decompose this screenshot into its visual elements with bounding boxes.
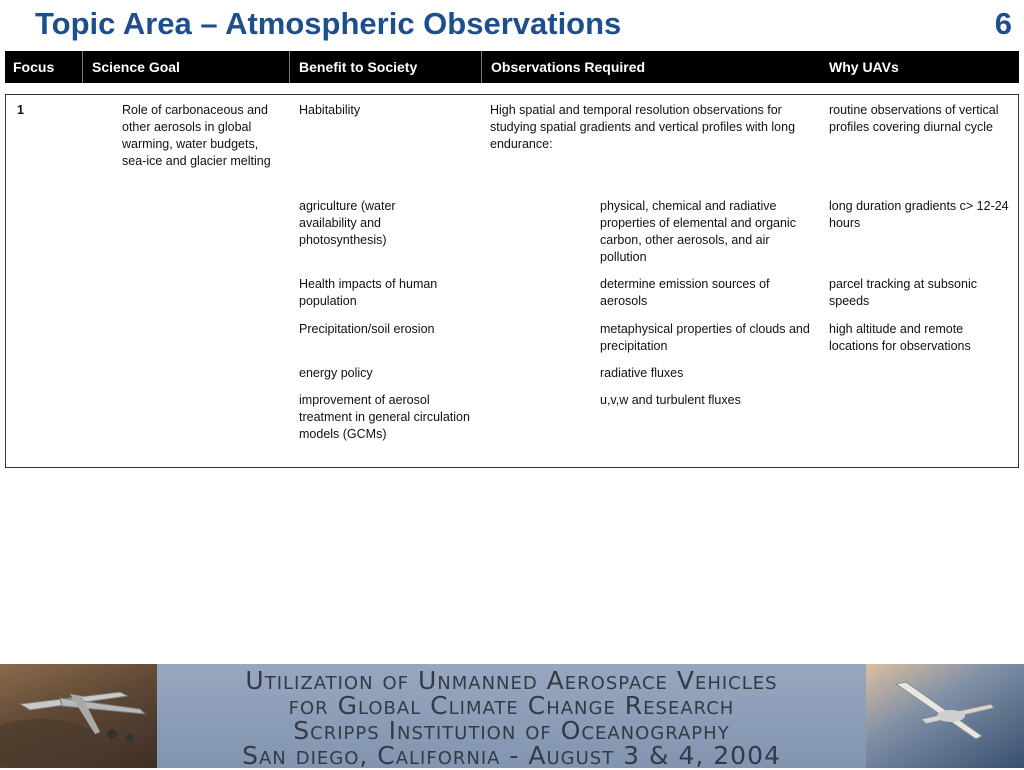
header-science-goal: Science Goal xyxy=(92,59,180,75)
uav-photo-right xyxy=(866,664,1024,768)
observation-item: determine emission sources of aerosols xyxy=(600,277,770,308)
uav-aircraft-icon xyxy=(866,664,1024,768)
why-uav-item: parcel tracking at subsonic speeds xyxy=(829,277,977,308)
header-focus: Focus xyxy=(13,59,55,75)
table-header xyxy=(5,51,1019,83)
banner-line: for Global Climate Change Research xyxy=(288,691,735,720)
benefit-item: Health impacts of human population xyxy=(299,277,438,308)
observation-item: radiative fluxes xyxy=(600,366,684,380)
why-uav-item: routine observations of vertical profiles covering diurnal cycle xyxy=(829,103,999,134)
header-why-uavs: Why UAVs xyxy=(829,59,899,75)
banner-line: San diego, California - August 3 & 4, 2004 xyxy=(242,741,781,770)
slide-title: Topic Area – Atmospheric Observations xyxy=(35,6,622,41)
why-uav-item: high altitude and remote locations for observations xyxy=(829,322,971,353)
uav-aircraft-icon xyxy=(0,664,157,768)
benefit-item: Precipitation/soil erosion xyxy=(299,322,435,336)
table-body xyxy=(5,94,1019,468)
observation-item: High spatial and temporal resolution observations for studying spatial gradients and vertical profiles with long endurance: xyxy=(490,103,796,151)
benefit-item: improvement of aerosol treatment in general circulation models (GCMs) xyxy=(299,393,470,441)
benefit-item: Habitability xyxy=(299,103,361,117)
uav-photo-left xyxy=(0,664,157,768)
footer-banner xyxy=(0,664,1024,768)
observation-item: physical, chemical and radiative properties of elemental and organic carbon, other aerosols, and air pollution xyxy=(600,199,796,264)
banner-line: Utilization of Unmanned Aerospace Vehicles xyxy=(245,666,778,695)
benefit-item: energy policy xyxy=(299,366,373,380)
observation-item: metaphysical properties of clouds and precipitation xyxy=(600,322,810,353)
banner-line: Scripps Institution of Oceanography xyxy=(293,716,730,745)
page-number: 6 xyxy=(994,6,1012,41)
conference-banner-text xyxy=(157,668,866,768)
why-uav-item: long duration gradients c> 12-24 hours xyxy=(829,199,1009,230)
header-divider xyxy=(481,51,482,83)
observation-item: u,v,w and turbulent fluxes xyxy=(600,393,741,407)
header-benefit: Benefit to Society xyxy=(299,59,418,75)
benefit-item: agriculture (water availability and photosynthesis) xyxy=(299,199,396,247)
header-observations: Observations Required xyxy=(491,59,646,75)
header-divider xyxy=(82,51,83,83)
focus-number: 1 xyxy=(17,103,24,117)
header-divider xyxy=(289,51,290,83)
science-goal-cell: Role of carbonaceous and other aerosols in global warming, water budgets, sea-ice and glacier melting xyxy=(122,103,271,168)
